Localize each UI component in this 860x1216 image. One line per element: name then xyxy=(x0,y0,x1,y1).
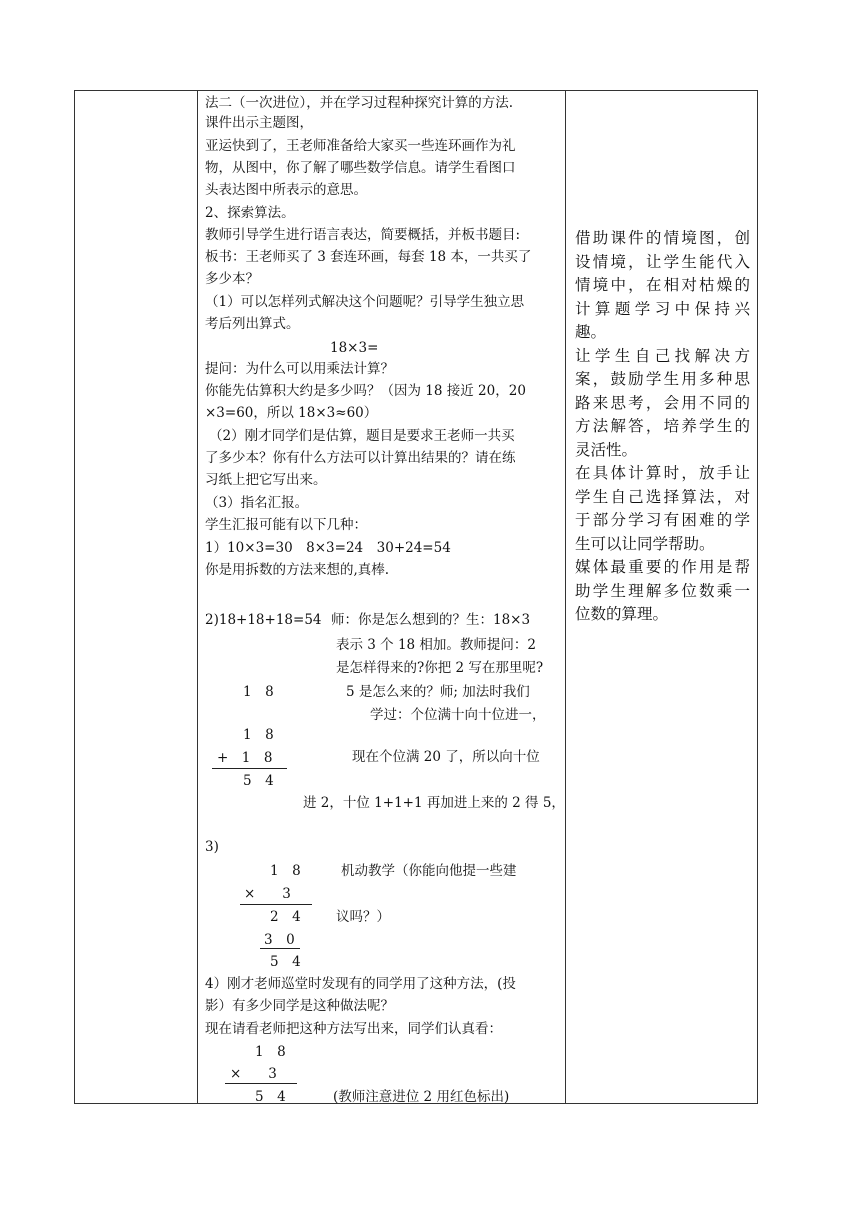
lesson-process-column xyxy=(200,91,565,1103)
multiplication-line xyxy=(240,904,312,905)
column-divider-left xyxy=(197,91,198,1103)
intent-line: 案，鼓励学生用多种思 xyxy=(575,370,750,388)
intent-line: 媒体最重要的作用是帮 xyxy=(575,558,750,576)
design-intent-column xyxy=(566,91,759,1103)
text-line: 头表达图中所表示的意思。 xyxy=(205,182,367,198)
intent-line: 于部分学习有困难的学 xyxy=(575,511,750,529)
multiplication-row: × 3 xyxy=(244,886,291,902)
multiplication-result: 5 4 xyxy=(270,954,301,970)
text-line: 板书：王老师买了 3 套连环画，每套 18 本，一共买了 xyxy=(205,249,532,265)
text-line: 你能先估算积大约是多少吗？（因为 18 接近 20，20 xyxy=(205,383,526,399)
intent-line: 位数的算理。 xyxy=(575,605,669,623)
text-line: 教师引导学生进行语言表达，简要概括，并板书题目: xyxy=(205,227,521,243)
multiplication-row: 1 8 xyxy=(255,1044,286,1060)
intent-line: 趣。 xyxy=(575,323,607,341)
intent-line: 方法解答，培养学生的 xyxy=(575,417,750,435)
intent-line: 计算题学习中保持兴 xyxy=(575,300,750,318)
text-line: 法二（一次进位），并在学习过程种探究计算的方法. xyxy=(205,95,514,111)
text-line: ×3=60，所以 18×3≈60） xyxy=(205,405,378,421)
multiplication-line xyxy=(260,948,300,949)
multiplication-line xyxy=(225,1083,297,1084)
text-line: 了多少本？你有什么方法可以计算出结果的？请在练 xyxy=(205,450,516,466)
multiplication-row: × 3 xyxy=(230,1066,277,1082)
text-line: 4）刚才老师巡堂时发现有的同学用了这种方法，(投 xyxy=(205,976,516,992)
intent-line: 路来思考，会用不同的 xyxy=(575,394,750,412)
text-line: 学生汇报可能有以下几种： xyxy=(205,517,367,533)
text-line: 是怎样得来的?你把 2 写在那里呢? xyxy=(336,660,544,676)
addition-row: + 1 8 xyxy=(217,750,273,766)
equation: 18×3= xyxy=(330,340,379,356)
intent-line: 助学生理解多位数乘一 xyxy=(575,582,750,600)
intent-line: 灵活性。 xyxy=(575,441,638,459)
text-line: 5 是怎么来的？师; 加法时我们 xyxy=(346,684,530,700)
multiplication-result: 5 4 xyxy=(255,1089,286,1105)
addition-result: 5 4 xyxy=(243,773,274,789)
text-line: 课件出示主题图， xyxy=(205,115,313,131)
intent-line: 让学生自己找解决方 xyxy=(575,347,750,365)
text-line: 影）有多少同学是这种做法呢？ xyxy=(205,998,394,1014)
text-line: 你是用拆数的方法来想的,真棒. xyxy=(205,562,390,578)
text-line: 议吗？） xyxy=(336,909,390,925)
text-line: 习纸上把它写出来。 xyxy=(205,472,327,488)
intent-line: 在具体计算时，放手让 xyxy=(575,464,750,482)
text-line: （1）可以怎样列式解决这个问题呢？引导学生独立思 xyxy=(205,294,525,310)
intent-line: 设情境，让学生能代入 xyxy=(575,253,750,271)
text-line: 表示 3 个 18 相加。教师提问：2 xyxy=(336,637,537,653)
text-line: （3）指名汇报。 xyxy=(205,495,309,511)
addition-line xyxy=(212,768,287,769)
text-line: 进 2，十位 1+1+1 再加进上来的 2 得 5， xyxy=(303,795,565,811)
text-line: 提问：为什么可以用乘法计算？ xyxy=(205,361,394,377)
section-heading: 2、探索算法。 xyxy=(205,205,295,221)
method-3-label: 3) xyxy=(205,839,219,855)
addition-row: 1 8 xyxy=(243,727,274,743)
text-line: 考后列出算式。 xyxy=(205,316,300,332)
teacher-note: (教师注意进位 2 用红色标出) xyxy=(333,1089,510,1105)
text-line: （2）刚才同学们是估算，题目是要求王老师一共买 xyxy=(209,428,515,444)
text-line: 物，从图中，你了解了哪些数学信息。请学生看图口 xyxy=(205,160,516,176)
intent-line: 学生自己选择算法，对 xyxy=(575,488,750,506)
multiplication-row: 3 0 xyxy=(264,932,295,948)
multiplication-row: 2 4 xyxy=(270,909,301,925)
addition-row: 1 8 xyxy=(243,684,274,700)
multiplication-row: 1 8 xyxy=(270,863,301,879)
text-line: 亚运快到了，王老师准备给大家买一些连环画作为礼 xyxy=(205,138,516,154)
intent-line: 情境中，在相对枯燥的 xyxy=(575,276,750,294)
intent-line: 借助课件的情境图，创 xyxy=(575,229,750,247)
text-line: 多少本？ xyxy=(205,271,259,287)
text-line: 现在请看老师把这种方法写出来，同学们认真看： xyxy=(205,1021,502,1037)
intent-line: 生可以让同学帮助。 xyxy=(575,535,715,553)
lesson-table xyxy=(74,90,758,1104)
text-line: 机动教学（你能向他提一些建 xyxy=(341,863,517,879)
text-line: 学过：个位满十向十位进一， xyxy=(370,707,546,723)
method-2-equation: 2)18+18+18=54 xyxy=(205,612,322,628)
text-line: 1）10×3=30 8×3=24 30+24=54 xyxy=(205,540,451,556)
left-column xyxy=(75,91,197,1103)
text-line: 师：你是怎么想到的？生：18×3 xyxy=(331,612,531,628)
text-line: 现在个位满 20 了，所以向十位 xyxy=(352,749,540,765)
